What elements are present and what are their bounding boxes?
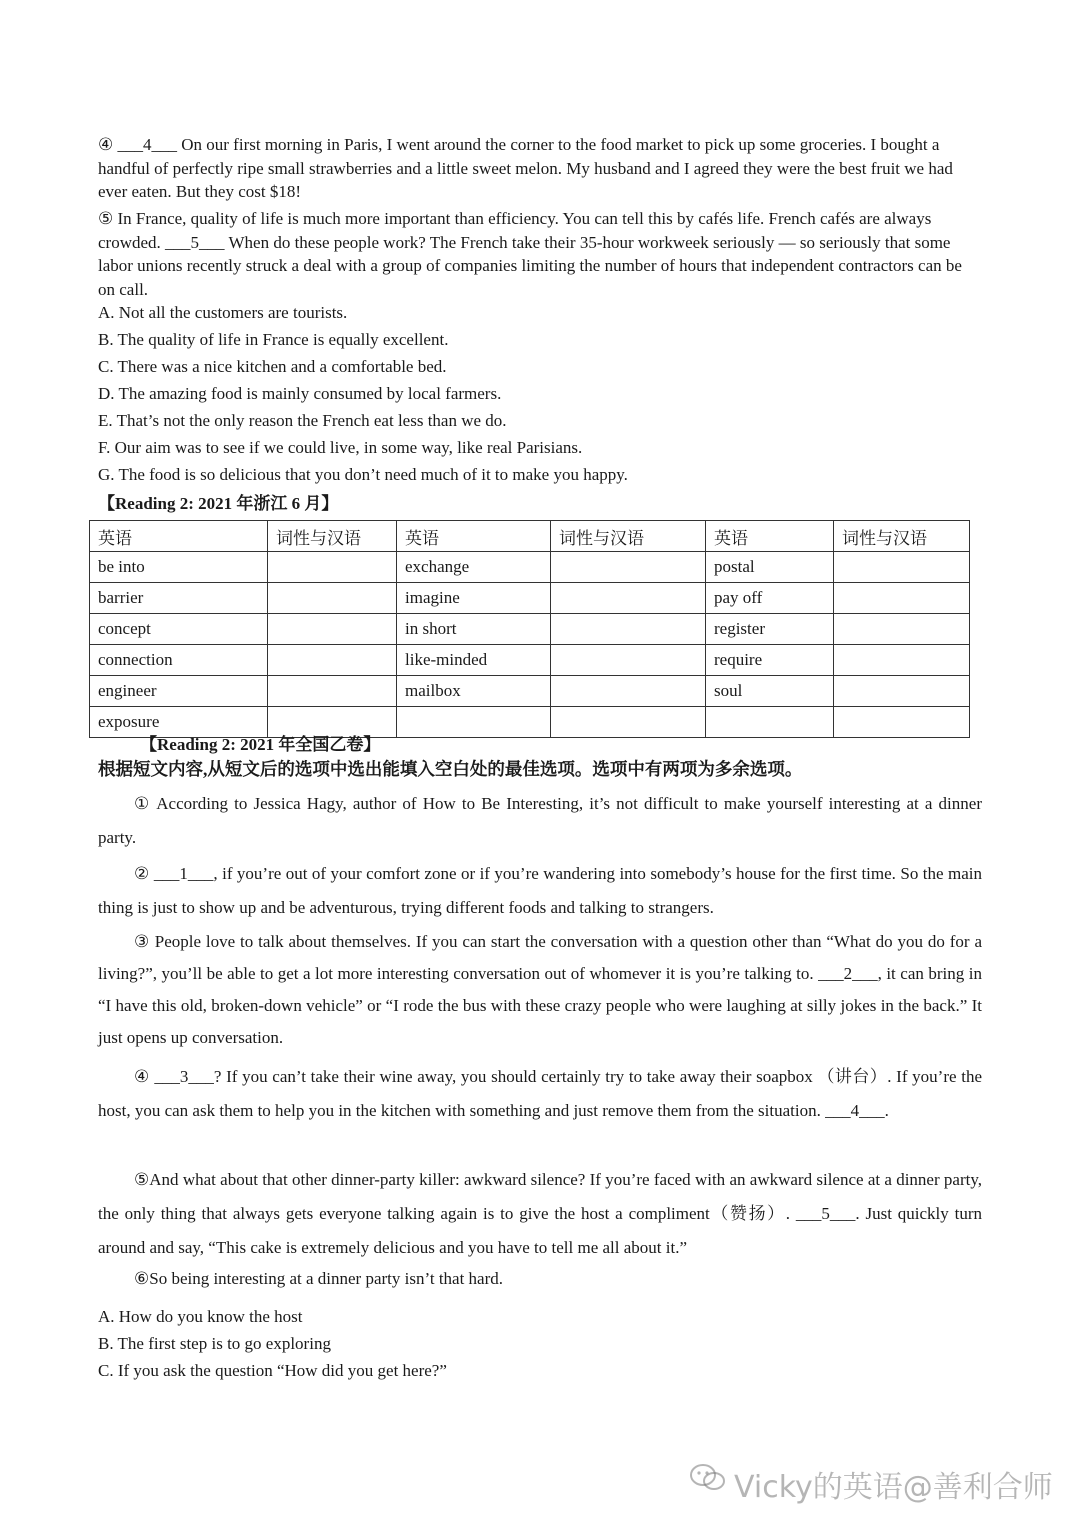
table-cell: be into: [90, 552, 268, 583]
table-row: [90, 707, 970, 738]
table-cell: require: [706, 645, 834, 676]
header-cell: 词性与汉语: [551, 521, 706, 552]
table-cell: [834, 707, 970, 738]
header-cell: 英语: [90, 521, 268, 552]
header-cell: 词性与汉语: [834, 521, 970, 552]
table-cell: exchange: [397, 552, 551, 583]
table-cell: register: [706, 614, 834, 645]
header-cell: 英语: [706, 521, 834, 552]
table-cell: [268, 645, 397, 676]
passage1-option: G. The food is so delicious that you don’t need much of it to make you happy.: [98, 465, 628, 484]
table-cell: concept: [90, 614, 268, 645]
passage2-paragraph-1: ① According to Jessica Hagy, author of How to Be Interesting, it’s not difficult to make yourself interesting at a dinner party.: [98, 794, 982, 847]
table-cell: [551, 614, 706, 645]
table-cell: soul: [706, 676, 834, 707]
passage2-option: A. How do you know the host: [98, 1307, 303, 1326]
passage2-paragraph-2: ② ___1___, if you’re out of your comfort zone or if you’re wandering into somebody’s house for the first time. So the main thing is just to show up and be adventurous, trying different foods and talking to strangers.: [98, 864, 982, 917]
table-cell: [268, 707, 397, 738]
table-cell: like-minded: [397, 645, 551, 676]
table-cell: [551, 707, 706, 738]
passage1-option: F. Our aim was to see if we could live, in some way, like real Parisians.: [98, 438, 583, 457]
vocabulary-table: [89, 520, 970, 738]
table-cell: exposure: [90, 707, 268, 738]
table-cell: [551, 676, 706, 707]
table-cell: [268, 676, 397, 707]
passage1-option: C. There was a nice kitchen and a comfortable bed.: [98, 357, 447, 376]
passage2-heading: 【Reading 2: 2021 年全国乙卷】: [140, 735, 381, 754]
passage2-option: B. The first step is to go exploring: [98, 1334, 331, 1353]
table-row: [90, 614, 970, 645]
vocab-section-heading: 【Reading 2: 2021 年浙江 6 月】: [98, 494, 339, 513]
passage2-instruction: 根据短文内容,从短文后的选项中选出能填入空白处的最佳选项。选项中有两项为多余选项。: [98, 759, 803, 779]
table-cell: imagine: [397, 583, 551, 614]
table-cell: [551, 552, 706, 583]
table-cell: [834, 645, 970, 676]
table-row: [90, 552, 970, 583]
table-cell: mailbox: [397, 676, 551, 707]
passage2-paragraph-3: ③ People love to talk about themselves. If you can start the conversation with a question other than “What do you do for a living?”, you’ll be able to get a lot more interesting conversation out of whomever it is you’re talking to. ___2___, it can bring in “I have this old, broken-down vehicle” or “I rode the bus with these crazy people who were laughing at silly jokes in the back.” It just opens up conversation.: [98, 932, 982, 1047]
passage1-option: A. Not all the customers are tourists.: [98, 303, 348, 322]
watermark-text: Vicky的英语@善利合师: [734, 1470, 1053, 1505]
header-cell: 英语: [397, 521, 551, 552]
table-row: [90, 583, 970, 614]
table-cell: [551, 645, 706, 676]
table-cell: [834, 614, 970, 645]
table-cell: engineer: [90, 676, 268, 707]
passage1-paragraph-5: ⑤ In France, quality of life is much more important than efficiency. You can tell this by cafés life. French cafés are always crowded. ___5___ When do these people work? The French take their 35-hour workweek seriously — so seriously that some labor unions recently struck a deal with a group of companies limiting the number of hours that independent contractors can be on call.: [98, 209, 962, 299]
passage2-paragraph-6: ⑥So being interesting at a dinner party isn’t that hard.: [134, 1269, 504, 1288]
table-cell: [268, 614, 397, 645]
table-cell: in short: [397, 614, 551, 645]
header-cell: 词性与汉语: [268, 521, 397, 552]
table-cell: postal: [706, 552, 834, 583]
wechat-icon: [688, 1462, 728, 1492]
table-row: [90, 676, 970, 707]
passage2-paragraph-4: ④ ___3___? If you can’t take their wine away, you should certainly try to take away their soapbox （讲台）. If you’re the host, you can ask them to help you in the kitchen with something and just remove them from the situation. ___4___.: [98, 1067, 982, 1120]
passage2-paragraph-5: ⑤And what about that other dinner-party killer: awkward silence? If you’re faced with an awkward silence at a dinner party, the only thing that always gets everyone talking again is to give the host a compliment（赞扬）. ___5___. Just quickly turn around and say, “This cake is extremely delicious and you have to tell me all about it.”: [98, 1170, 982, 1257]
passage1-option: D. The amazing food is mainly consumed by local farmers.: [98, 384, 502, 403]
table-cell: connection: [90, 645, 268, 676]
table-cell: [268, 552, 397, 583]
table-cell: [397, 707, 551, 738]
passage1-option: E. That’s not the only reason the French eat less than we do.: [98, 411, 507, 430]
passage1-option: B. The quality of life in France is equally excellent.: [98, 330, 449, 349]
table-cell: [834, 552, 970, 583]
table-cell: [268, 583, 397, 614]
table-cell: [834, 583, 970, 614]
table-cell: [706, 707, 834, 738]
table-cell: barrier: [90, 583, 268, 614]
table-header-row: [90, 521, 970, 552]
passage1-paragraph-4: ④ ___4___ On our first morning in Paris, I went around the corner to the food market to pick up some groceries. I bought a handful of perfectly ripe small strawberries and a little sweet melon. My husband and I agreed they were the best fruit we had ever eaten. But they cost $18!: [98, 135, 953, 201]
table-row: [90, 645, 970, 676]
table-cell: [834, 676, 970, 707]
table-cell: pay off: [706, 583, 834, 614]
passage2-option: C. If you ask the question “How did you get here?”: [98, 1361, 447, 1380]
table-cell: [551, 583, 706, 614]
